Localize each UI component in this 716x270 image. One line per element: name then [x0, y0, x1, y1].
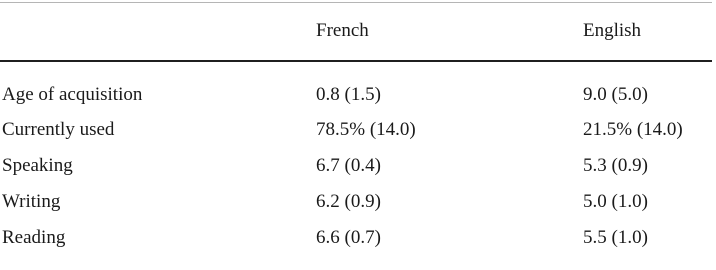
row-label-writing: Writing	[2, 191, 61, 212]
cell-reading-french: 6.6 (0.7)	[316, 227, 381, 248]
cell-age-of-acquisition-french: 0.8 (1.5)	[316, 84, 381, 105]
cell-currently-used-english: 21.5% (14.0)	[583, 119, 683, 140]
cell-speaking-french: 6.7 (0.4)	[316, 155, 381, 176]
row-label-currently-used: Currently used	[2, 119, 115, 140]
header-french: French	[316, 20, 369, 41]
row-label-reading: Reading	[2, 227, 66, 248]
cell-age-of-acquisition-english: 9.0 (5.0)	[583, 84, 648, 105]
cell-speaking-english: 5.3 (0.9)	[583, 155, 648, 176]
table-header-rule	[0, 60, 712, 62]
header-english: English	[583, 20, 642, 41]
row-label-age-of-acquisition: Age of acquisition	[2, 84, 143, 105]
table-top-rule	[0, 2, 712, 3]
cell-reading-english: 5.5 (1.0)	[583, 227, 648, 248]
cell-currently-used-french: 78.5% (14.0)	[316, 119, 416, 140]
row-label-speaking: Speaking	[2, 155, 73, 176]
cell-writing-french: 6.2 (0.9)	[316, 191, 381, 212]
cell-writing-english: 5.0 (1.0)	[583, 191, 648, 212]
